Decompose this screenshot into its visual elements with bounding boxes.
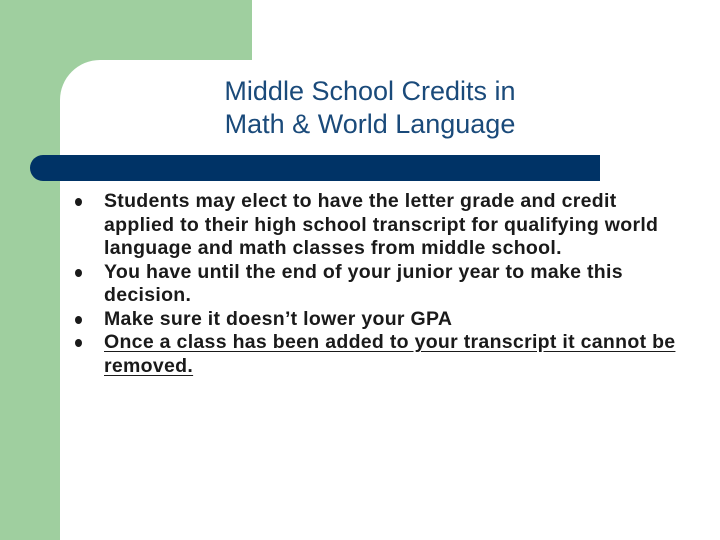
bullet-dot-icon — [75, 316, 82, 324]
bullet-dot-icon — [75, 198, 82, 206]
bullet-item-deadline — [60, 261, 680, 308]
title-divider-bar — [30, 155, 600, 181]
slide-title — [60, 75, 680, 141]
slide-title-line-1: Middle School Credits in — [224, 76, 516, 106]
bullet-text: Students may elect to have the letter grade and credit applied to their high school transcript for qualifying world language and math classes from middle school. — [104, 190, 659, 259]
bullet-item-gpa — [60, 308, 680, 332]
slide-title-line-2: Math & World Language — [224, 109, 516, 139]
bullet-item-elect-credit — [60, 190, 680, 261]
bullet-text-underlined: Once a class has been added to your transcript it cannot be removed. — [104, 331, 676, 377]
bullet-list — [60, 190, 680, 378]
bullet-text: Make sure it doesn’t lower your GPA — [104, 307, 453, 330]
left-green-accent — [0, 0, 60, 540]
bullet-dot-icon — [75, 339, 82, 347]
bullet-item-cannot-remove — [60, 331, 680, 378]
bullet-dot-icon — [75, 269, 82, 277]
bullet-text: You have until the end of your junior year to make this decision. — [104, 260, 623, 306]
